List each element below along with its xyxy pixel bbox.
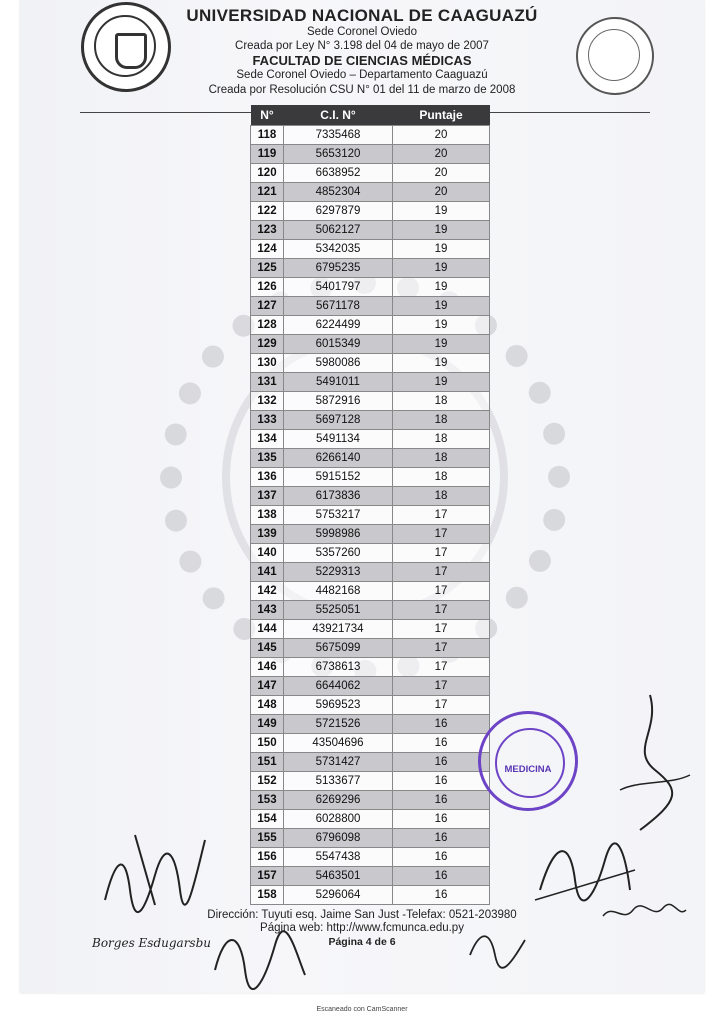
medicina-stamp	[478, 711, 578, 811]
cell-ci: 5547438	[284, 848, 393, 867]
table-row	[251, 582, 490, 601]
page-number: Página 4 de 6	[328, 936, 396, 948]
table-row	[251, 506, 490, 525]
table-row	[251, 164, 490, 183]
cell-ci: 6173836	[284, 487, 393, 506]
cell-ci: 5731427	[284, 753, 393, 772]
cell-ci: 5753217	[284, 506, 393, 525]
cell-puntaje: 16	[393, 810, 490, 829]
cell-ci: 6738613	[284, 658, 393, 677]
signature-top-right	[600, 690, 700, 840]
cell-numero: 127	[251, 297, 284, 316]
table-row	[251, 563, 490, 582]
ley-line: Creada por Ley N° 3.198 del 04 de mayo de 2007	[235, 40, 489, 52]
cell-puntaje: 17	[393, 582, 490, 601]
cell-ci: 6795235	[284, 259, 393, 278]
cell-numero: 130	[251, 354, 284, 373]
cell-puntaje: 17	[393, 506, 490, 525]
cell-ci: 5357260	[284, 544, 393, 563]
table-body	[251, 126, 490, 905]
cell-ci: 5969523	[284, 696, 393, 715]
cell-puntaje: 17	[393, 696, 490, 715]
cell-numero: 156	[251, 848, 284, 867]
table-row	[251, 753, 490, 772]
cell-numero: 143	[251, 601, 284, 620]
table-row	[251, 886, 490, 905]
table-row	[251, 145, 490, 164]
cell-numero: 131	[251, 373, 284, 392]
cell-numero: 154	[251, 810, 284, 829]
cell-puntaje: 17	[393, 601, 490, 620]
cell-puntaje: 18	[393, 411, 490, 430]
university-name: UNIVERSIDAD NACIONAL DE CAAGUAZÚ	[186, 6, 538, 25]
stamp-text: MEDICINA	[504, 764, 552, 775]
table-row	[251, 620, 490, 639]
resolucion-line: Creada por Resolución CSU N° 01 del 11 de marzo de 2008	[208, 84, 516, 96]
table-row	[251, 696, 490, 715]
cell-puntaje: 16	[393, 791, 490, 810]
cell-numero: 147	[251, 677, 284, 696]
table-row	[251, 335, 490, 354]
cell-ci: 5721526	[284, 715, 393, 734]
stamp-inner-ring	[495, 728, 565, 798]
cell-puntaje: 17	[393, 525, 490, 544]
cell-puntaje: 17	[393, 544, 490, 563]
cell-ci: 6224499	[284, 316, 393, 335]
cell-numero: 134	[251, 430, 284, 449]
cell-puntaje: 17	[393, 620, 490, 639]
cell-numero: 123	[251, 221, 284, 240]
cell-puntaje: 19	[393, 240, 490, 259]
cell-ci: 43921734	[284, 620, 393, 639]
shield-icon	[115, 33, 147, 69]
cell-puntaje: 16	[393, 829, 490, 848]
scanner-watermark: Escaneado con CamScanner	[316, 1006, 408, 1013]
cell-ci: 6266140	[284, 449, 393, 468]
cell-ci: 6028800	[284, 810, 393, 829]
cell-ci: 43504696	[284, 734, 393, 753]
cell-ci: 6015349	[284, 335, 393, 354]
cell-numero: 120	[251, 164, 284, 183]
cell-numero: 142	[251, 582, 284, 601]
cell-ci: 5229313	[284, 563, 393, 582]
university-seal-logo	[81, 2, 171, 92]
cell-puntaje: 16	[393, 886, 490, 905]
handwritten-note: Borges Esdugarsbu	[92, 936, 212, 950]
sede-depto-line: Sede Coronel Oviedo – Departamento Caaguazú	[236, 69, 488, 81]
footer-web: Página web: http://www.fcmunca.edu.py	[260, 922, 464, 934]
cell-puntaje: 20	[393, 164, 490, 183]
table-row	[251, 468, 490, 487]
cell-puntaje: 20	[393, 183, 490, 202]
cell-numero: 129	[251, 335, 284, 354]
cell-numero: 135	[251, 449, 284, 468]
table-row	[251, 392, 490, 411]
cell-puntaje: 16	[393, 772, 490, 791]
cell-numero: 146	[251, 658, 284, 677]
cell-puntaje: 18	[393, 392, 490, 411]
cell-ci: 5671178	[284, 297, 393, 316]
cell-puntaje: 16	[393, 734, 490, 753]
cell-ci: 5133677	[284, 772, 393, 791]
cell-numero: 133	[251, 411, 284, 430]
table-row	[251, 449, 490, 468]
cell-ci: 4852304	[284, 183, 393, 202]
cell-numero: 124	[251, 240, 284, 259]
table-row	[251, 183, 490, 202]
cell-numero: 138	[251, 506, 284, 525]
table-row	[251, 867, 490, 886]
cell-puntaje: 19	[393, 278, 490, 297]
cell-ci: 5525051	[284, 601, 393, 620]
table-row	[251, 734, 490, 753]
cell-puntaje: 19	[393, 202, 490, 221]
cell-puntaje: 19	[393, 259, 490, 278]
cell-ci: 5463501	[284, 867, 393, 886]
faculty-name: FACULTAD DE CIENCIAS MÉDICAS	[252, 53, 472, 68]
col-header-ci: C.I. N°	[284, 105, 393, 126]
cell-ci: 5491134	[284, 430, 393, 449]
table-row	[251, 259, 490, 278]
cell-ci: 5653120	[284, 145, 393, 164]
cell-numero: 118	[251, 126, 284, 145]
cell-numero: 157	[251, 867, 284, 886]
cell-ci: 7335468	[284, 126, 393, 145]
cell-ci: 5675099	[284, 639, 393, 658]
cell-numero: 145	[251, 639, 284, 658]
table-row	[251, 373, 490, 392]
cell-ci: 5062127	[284, 221, 393, 240]
cell-puntaje: 19	[393, 373, 490, 392]
cell-puntaje: 16	[393, 753, 490, 772]
cell-numero: 140	[251, 544, 284, 563]
cell-ci: 6269296	[284, 791, 393, 810]
cell-numero: 126	[251, 278, 284, 297]
table-row	[251, 411, 490, 430]
table-row	[251, 221, 490, 240]
table-row	[251, 544, 490, 563]
cell-numero: 158	[251, 886, 284, 905]
table-row	[251, 639, 490, 658]
cell-numero: 139	[251, 525, 284, 544]
table-row	[251, 810, 490, 829]
scores-table	[250, 105, 490, 905]
cell-numero: 150	[251, 734, 284, 753]
table-header-row	[251, 105, 490, 126]
cell-numero: 125	[251, 259, 284, 278]
col-header-numero: N°	[251, 105, 284, 126]
footer-address: Dirección: Tuyuti esq. Jaime San Just -Telefax: 0521-203980	[207, 909, 517, 921]
signature-left	[95, 820, 215, 920]
table-row	[251, 525, 490, 544]
cell-ci: 5998986	[284, 525, 393, 544]
table-row	[251, 677, 490, 696]
cell-puntaje: 19	[393, 297, 490, 316]
table-row	[251, 772, 490, 791]
cell-puntaje: 18	[393, 430, 490, 449]
cell-numero: 132	[251, 392, 284, 411]
faculty-seal-logo	[576, 17, 654, 95]
cell-ci: 5980086	[284, 354, 393, 373]
table-row	[251, 715, 490, 734]
seal-inner-ring	[94, 15, 156, 77]
sede-line: Sede Coronel Oviedo	[307, 26, 417, 38]
cell-numero: 151	[251, 753, 284, 772]
cell-numero: 121	[251, 183, 284, 202]
cell-numero: 149	[251, 715, 284, 734]
cell-puntaje: 20	[393, 126, 490, 145]
table-row	[251, 297, 490, 316]
cell-ci: 5491011	[284, 373, 393, 392]
scores-table-grid	[250, 105, 490, 905]
table-row	[251, 202, 490, 221]
cell-puntaje: 19	[393, 335, 490, 354]
cell-puntaje: 16	[393, 848, 490, 867]
cell-puntaje: 19	[393, 354, 490, 373]
cell-numero: 148	[251, 696, 284, 715]
cell-numero: 153	[251, 791, 284, 810]
table-row	[251, 126, 490, 145]
cell-ci: 5872916	[284, 392, 393, 411]
table-row	[251, 601, 490, 620]
cell-ci: 6297879	[284, 202, 393, 221]
cell-numero: 122	[251, 202, 284, 221]
cell-numero: 137	[251, 487, 284, 506]
cell-puntaje: 17	[393, 658, 490, 677]
cell-ci: 5697128	[284, 411, 393, 430]
seal-inner-ring	[588, 29, 640, 81]
col-header-puntaje: Puntaje	[393, 105, 490, 126]
cell-ci: 6644062	[284, 677, 393, 696]
cell-ci: 6638952	[284, 164, 393, 183]
cell-numero: 128	[251, 316, 284, 335]
cell-puntaje: 20	[393, 145, 490, 164]
cell-ci: 5296064	[284, 886, 393, 905]
cell-ci: 5401797	[284, 278, 393, 297]
cell-puntaje: 19	[393, 221, 490, 240]
table-row	[251, 487, 490, 506]
table-row	[251, 354, 490, 373]
cell-numero: 119	[251, 145, 284, 164]
cell-puntaje: 18	[393, 449, 490, 468]
cell-puntaje: 17	[393, 563, 490, 582]
cell-puntaje: 19	[393, 316, 490, 335]
cell-puntaje: 16	[393, 715, 490, 734]
cell-ci: 5915152	[284, 468, 393, 487]
cell-numero: 141	[251, 563, 284, 582]
table-row	[251, 848, 490, 867]
cell-ci: 4482168	[284, 582, 393, 601]
table-row	[251, 658, 490, 677]
table-row	[251, 430, 490, 449]
cell-puntaje: 18	[393, 487, 490, 506]
cell-ci: 5342035	[284, 240, 393, 259]
table-row	[251, 316, 490, 335]
cell-puntaje: 16	[393, 867, 490, 886]
table-row	[251, 240, 490, 259]
table-row	[251, 829, 490, 848]
cell-puntaje: 17	[393, 677, 490, 696]
cell-puntaje: 17	[393, 639, 490, 658]
table-row	[251, 791, 490, 810]
cell-numero: 152	[251, 772, 284, 791]
cell-numero: 136	[251, 468, 284, 487]
cell-numero: 144	[251, 620, 284, 639]
cell-puntaje: 18	[393, 468, 490, 487]
cell-numero: 155	[251, 829, 284, 848]
cell-ci: 6796098	[284, 829, 393, 848]
table-row	[251, 278, 490, 297]
